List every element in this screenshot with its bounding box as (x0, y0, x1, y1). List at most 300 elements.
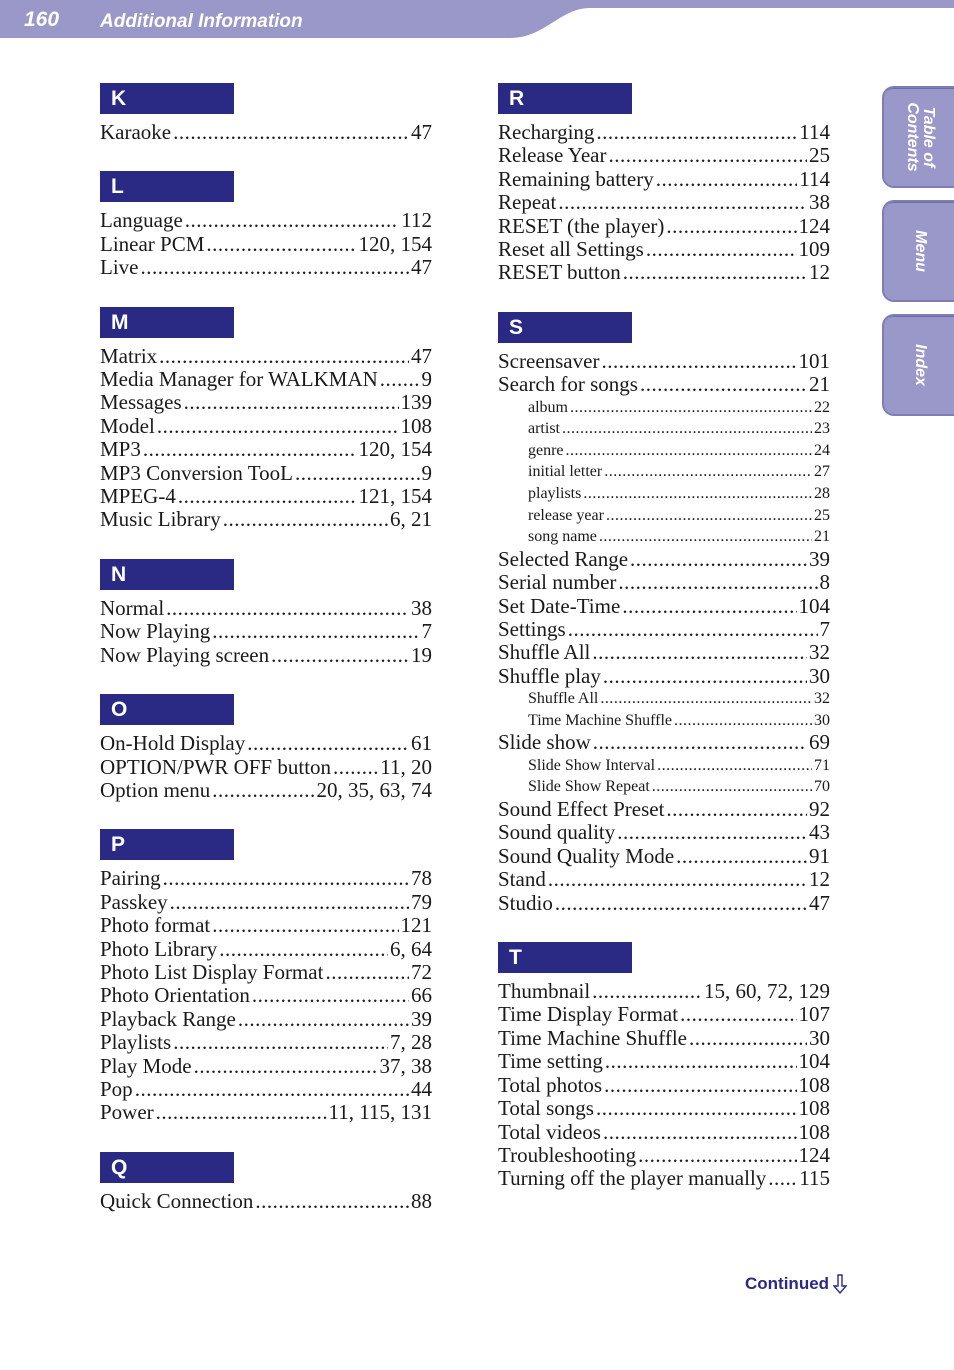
index-term: Sound quality (498, 820, 616, 845)
index-entry[interactable] (100, 233, 432, 256)
dot-leader (656, 168, 798, 191)
dot-leader (558, 191, 807, 214)
index-page-numbers[interactable]: 124 (798, 213, 830, 238)
index-letter-heading: R (498, 83, 632, 114)
dot-leader (608, 144, 807, 167)
index-term: RESET button (498, 260, 621, 285)
dot-leader (599, 526, 812, 548)
index-term: OPTION/PWR OFF button (100, 754, 332, 779)
index-page-numbers[interactable]: 11, 20 (380, 754, 432, 779)
dot-leader (638, 1144, 796, 1167)
tab-label-menu: Menu (912, 230, 929, 272)
dot-leader (170, 891, 409, 914)
tab-menu[interactable] (882, 200, 954, 302)
dot-leader (604, 461, 812, 483)
index-entry[interactable] (498, 821, 830, 844)
dot-leader (622, 595, 796, 618)
dot-leader (592, 980, 702, 1003)
index-term: playlists (528, 485, 582, 503)
index-group-t (498, 942, 830, 1191)
index-page-numbers[interactable]: 27 (814, 463, 830, 481)
index-entry[interactable] (100, 345, 432, 368)
index-subentry[interactable] (498, 483, 830, 505)
index-entry[interactable] (498, 731, 830, 754)
continued-label: Continued (745, 1274, 830, 1293)
index-entry[interactable] (498, 1144, 830, 1167)
index-page-numbers[interactable]: 20, 35, 63, 74 (316, 777, 432, 802)
index-page-numbers[interactable]: 24 (814, 441, 830, 459)
index-entry[interactable] (100, 508, 432, 531)
dot-leader (247, 732, 409, 755)
index-term: Serial number (498, 570, 617, 595)
index-entry[interactable] (100, 485, 432, 508)
index-page-numbers[interactable]: 37, 38 (379, 1053, 432, 1078)
index-term: Passkey (100, 889, 168, 914)
index-page-numbers[interactable]: 7 (421, 619, 432, 644)
index-subentry[interactable] (498, 397, 830, 419)
dot-leader (596, 121, 797, 144)
tab-label-index: Index (912, 344, 929, 386)
index-group-q (100, 1152, 432, 1213)
index-page-numbers[interactable]: 108 (798, 1119, 830, 1144)
index-page-numbers[interactable]: 23 (814, 420, 830, 438)
index-term: Photo List Display Format (100, 959, 324, 984)
dot-leader (666, 798, 807, 821)
index-page-numbers[interactable]: 8 (819, 570, 830, 595)
index-page-numbers[interactable]: 25 (809, 143, 830, 168)
index-page-numbers[interactable]: 108 (798, 1096, 830, 1121)
index-entry[interactable] (100, 914, 432, 937)
dot-leader (255, 1190, 409, 1213)
index-page-numbers[interactable]: 7, 28 (390, 1030, 432, 1055)
dot-leader (680, 1003, 796, 1026)
index-page-numbers[interactable]: 121, 154 (358, 484, 432, 509)
index-page-numbers[interactable]: 101 (798, 348, 830, 373)
index-letter-heading: Q (100, 1152, 234, 1183)
index-page-numbers[interactable]: 47 (411, 255, 432, 280)
index-page-numbers[interactable]: 47 (411, 120, 432, 144)
dot-leader (603, 1121, 797, 1144)
index-letter-heading: P (100, 829, 234, 860)
dot-leader (163, 867, 409, 890)
index-page-numbers[interactable]: 115 (799, 1166, 830, 1191)
index-term: Now Playing screen (100, 642, 270, 667)
index-term: Option menu (100, 777, 211, 802)
index-term: Release Year (498, 143, 607, 168)
index-entry[interactable] (100, 1190, 432, 1213)
index-page-numbers[interactable]: 61 (411, 731, 432, 756)
index-page-numbers[interactable]: 30 (809, 663, 830, 688)
index-page-numbers[interactable]: 107 (798, 1002, 830, 1027)
index-page-numbers[interactable]: 139 (400, 390, 432, 415)
index-page-numbers[interactable]: 19 (411, 642, 432, 667)
index-entry[interactable] (100, 984, 432, 1007)
index-entry[interactable] (498, 980, 830, 1003)
index-entry[interactable] (100, 391, 432, 414)
index-entry[interactable] (498, 868, 830, 891)
index-term: Shuffle All (498, 640, 591, 665)
index-entry[interactable] (100, 368, 432, 391)
index-column-right (498, 83, 830, 1218)
dot-leader (325, 961, 409, 984)
index-term: RESET (the player) (498, 213, 665, 238)
index-page-numbers[interactable]: 21 (809, 372, 830, 397)
index-page-numbers[interactable]: 11, 115, 131 (328, 1100, 432, 1125)
index-entry[interactable] (100, 415, 432, 438)
tab-table-of-contents[interactable] (882, 86, 954, 188)
index-term: Normal (100, 595, 165, 620)
index-page-numbers[interactable]: 15, 60, 72, 129 (704, 979, 830, 1004)
dot-leader (223, 508, 388, 531)
index-term: Reset all Settings (498, 237, 644, 262)
index-subentry[interactable] (498, 688, 830, 710)
index-entry[interactable] (498, 215, 830, 238)
index-page-numbers[interactable]: 9 (421, 460, 432, 485)
dot-leader (566, 440, 812, 462)
dot-leader (271, 644, 409, 667)
index-term: Pairing (100, 866, 161, 891)
index-group-s (498, 312, 830, 915)
index-term: Live (100, 255, 139, 280)
index-term: Language (100, 208, 183, 233)
dot-leader (596, 1097, 797, 1120)
index-page-numbers[interactable]: 91 (809, 843, 830, 868)
dot-leader (604, 1074, 796, 1097)
index-term: Model (100, 413, 155, 438)
index-page-numbers[interactable]: 104 (798, 1049, 830, 1074)
index-entry[interactable] (100, 256, 432, 279)
dot-leader (295, 462, 420, 485)
index-term: On-Hold Display (100, 731, 246, 756)
index-page-numbers[interactable]: 38 (809, 190, 830, 215)
dot-leader (606, 505, 812, 527)
dot-leader (212, 779, 314, 802)
index-entry[interactable] (100, 1008, 432, 1031)
index-entry[interactable] (498, 1027, 830, 1050)
index-term: Shuffle play (498, 663, 601, 688)
index-term: Power (100, 1100, 154, 1125)
index-term: Time Machine Shuffle (498, 1025, 687, 1050)
index-page-numbers[interactable]: 6, 64 (390, 936, 432, 961)
dot-leader (583, 483, 812, 505)
index-term: album (528, 398, 568, 416)
dot-leader (623, 261, 807, 284)
index-subentry[interactable] (498, 505, 830, 527)
dot-leader (212, 620, 419, 643)
index-entry[interactable] (498, 1003, 830, 1026)
index-entry[interactable] (498, 1074, 830, 1097)
index-page-numbers[interactable]: 112 (401, 208, 432, 233)
index-entry[interactable] (498, 121, 830, 144)
index-entry[interactable] (100, 1078, 432, 1101)
dot-leader (219, 938, 388, 961)
index-page-numbers[interactable]: 72 (411, 959, 432, 984)
index-entry[interactable] (498, 1097, 830, 1120)
index-letter-heading: S (498, 312, 632, 343)
index-letter-heading: K (100, 83, 234, 114)
index-entry[interactable] (498, 548, 830, 571)
index-term: song name (528, 528, 597, 546)
dot-leader (568, 618, 818, 641)
dot-leader (194, 1055, 378, 1078)
dot-leader (212, 914, 398, 937)
index-entry[interactable] (100, 938, 432, 961)
index-page-numbers[interactable]: 88 (411, 1188, 432, 1213)
section-title: Additional Information (100, 11, 303, 32)
index-page-numbers[interactable]: 38 (411, 595, 432, 620)
index-entry[interactable] (498, 892, 830, 915)
index-entry[interactable] (100, 891, 432, 914)
dot-leader (652, 776, 812, 798)
index-page-numbers[interactable]: 66 (411, 983, 432, 1008)
index-subentry[interactable] (498, 461, 830, 483)
index-term: Time setting (498, 1049, 603, 1074)
index-term: Karaoke (100, 120, 172, 144)
index-entry[interactable] (100, 597, 432, 620)
index-term: Recharging (498, 120, 595, 144)
index-term: initial letter (528, 463, 603, 481)
dot-leader (252, 984, 409, 1007)
index-entry[interactable] (100, 756, 432, 779)
index-page-numbers[interactable]: 30 (809, 1025, 830, 1050)
dot-leader (555, 892, 807, 915)
index-term: Troubleshooting (498, 1142, 637, 1167)
dot-leader (689, 1027, 807, 1050)
index-term: Music Library (100, 507, 221, 532)
index-entry[interactable] (498, 350, 830, 373)
dot-leader (159, 345, 409, 368)
index-term: Total photos (498, 1072, 603, 1097)
index-group-o (100, 694, 432, 802)
index-subentry[interactable] (498, 755, 830, 777)
index-page-numbers[interactable]: 22 (814, 398, 830, 416)
index-entry[interactable] (498, 238, 830, 261)
index-term: Messages (100, 390, 182, 415)
index-term: release year (528, 506, 604, 524)
index-entry[interactable] (498, 618, 830, 641)
index-term: Settings (498, 617, 566, 642)
dot-leader (206, 233, 356, 256)
dot-leader (178, 485, 357, 508)
index-page-numbers[interactable]: 12 (809, 867, 830, 892)
index-page-numbers[interactable]: 28 (814, 485, 830, 503)
index-entry[interactable] (100, 644, 432, 667)
index-page-numbers[interactable]: 78 (411, 866, 432, 891)
continued-link[interactable] (745, 1274, 847, 1294)
index-entry[interactable] (498, 144, 830, 167)
index-subentry[interactable] (498, 710, 830, 732)
index-entry[interactable] (100, 620, 432, 643)
index-letter-heading: N (100, 559, 234, 590)
dot-leader (646, 238, 797, 261)
index-term: Playback Range (100, 1006, 236, 1031)
index-page-numbers[interactable]: 69 (809, 730, 830, 755)
index-term: Screensaver (498, 348, 600, 373)
dot-leader (157, 415, 399, 438)
index-page-numbers[interactable]: 39 (411, 1006, 432, 1031)
index-entry[interactable] (100, 867, 432, 890)
index-entry[interactable] (100, 438, 432, 461)
index-page-numbers[interactable]: 21 (814, 528, 830, 546)
dot-leader (184, 391, 399, 414)
index-entry[interactable] (498, 595, 830, 618)
index-page-numbers[interactable]: 32 (809, 640, 830, 665)
index-entry[interactable] (100, 121, 432, 144)
dot-leader (618, 571, 817, 594)
index-group-k (100, 83, 432, 144)
index-entry[interactable] (498, 168, 830, 191)
index-term: Quick Connection (100, 1188, 254, 1213)
index-entry[interactable] (498, 798, 830, 821)
index-page-numbers[interactable]: 70 (814, 778, 830, 796)
index-term: Sound Quality Mode (498, 843, 675, 868)
index-page-numbers[interactable]: 71 (814, 756, 830, 774)
dot-leader (630, 548, 807, 571)
index-page-numbers[interactable]: 114 (799, 120, 830, 144)
index-term: Shuffle All (528, 690, 599, 708)
index-page-numbers[interactable]: 7 (819, 617, 830, 642)
dot-leader (617, 821, 807, 844)
index-term: Photo Orientation (100, 983, 250, 1008)
index-term: Selected Range (498, 546, 629, 571)
index-entry[interactable] (498, 665, 830, 688)
dot-leader (140, 256, 409, 279)
index-entry[interactable] (100, 779, 432, 802)
index-term: artist (528, 420, 560, 438)
index-entry[interactable] (498, 1050, 830, 1073)
index-term: Stand (498, 867, 546, 892)
index-page-numbers[interactable]: 6, 21 (390, 507, 432, 532)
index-page-numbers[interactable]: 108 (400, 413, 432, 438)
dot-leader (592, 641, 807, 664)
index-page-numbers[interactable]: 47 (809, 890, 830, 915)
index-page-numbers[interactable]: 121 (400, 913, 432, 938)
dot-leader (143, 438, 357, 461)
index-page-numbers[interactable]: 47 (411, 343, 432, 368)
index-term: MPEG-4 (100, 484, 176, 509)
index-term: Time Machine Shuffle (528, 711, 672, 729)
dot-leader (185, 209, 399, 232)
index-entry[interactable] (100, 961, 432, 984)
tab-index[interactable] (882, 314, 954, 416)
index-term: Photo format (100, 913, 211, 938)
index-entry[interactable] (100, 1055, 432, 1078)
index-entry[interactable] (100, 1101, 432, 1124)
index-page-numbers[interactable]: 9 (421, 367, 432, 392)
index-term: MP3 (100, 437, 141, 462)
dot-leader (173, 121, 409, 144)
dot-leader (238, 1008, 409, 1031)
dot-leader (600, 688, 812, 710)
dot-leader (601, 350, 796, 373)
index-page-numbers[interactable]: 25 (814, 506, 830, 524)
index-letter-heading: M (100, 307, 234, 338)
index-entry[interactable] (498, 373, 830, 396)
index-term: Repeat (498, 190, 557, 215)
dot-leader (768, 1167, 797, 1190)
dot-leader (605, 1050, 797, 1073)
index-subentry[interactable] (498, 418, 830, 440)
index-entry[interactable] (498, 261, 830, 284)
index-term: Turning off the player manually (498, 1166, 767, 1191)
index-subentry[interactable] (498, 440, 830, 462)
index-term: Matrix (100, 343, 158, 368)
dot-leader (380, 368, 420, 391)
index-page-numbers[interactable]: 120, 154 (358, 231, 432, 256)
index-group-l (100, 171, 432, 279)
index-group-n (100, 559, 432, 667)
dot-leader (666, 215, 796, 238)
index-page-numbers[interactable]: 104 (798, 593, 830, 618)
tab-label-table-of-contents: Table of Contents (904, 102, 937, 172)
index-page-numbers[interactable]: 108 (798, 1072, 830, 1097)
dot-leader (548, 868, 807, 891)
index-term: Thumbnail (498, 979, 591, 1004)
index-page-numbers[interactable]: 79 (411, 889, 432, 914)
index-entry[interactable] (100, 462, 432, 485)
index-term: Slide show (498, 730, 591, 755)
dot-leader (657, 755, 812, 777)
index-group-r (498, 83, 830, 285)
index-entry[interactable] (498, 571, 830, 594)
index-entry[interactable] (498, 1167, 830, 1190)
index-page-numbers[interactable]: 43 (809, 820, 830, 845)
dot-leader (674, 710, 812, 732)
index-subentry[interactable] (498, 776, 830, 798)
index-term: Photo Library (100, 936, 218, 961)
dot-leader (135, 1078, 409, 1101)
index-entry[interactable] (100, 732, 432, 755)
index-term: Media Manager for WALKMAN (100, 367, 378, 392)
index-term: Linear PCM (100, 231, 205, 256)
index-entry[interactable] (498, 1121, 830, 1144)
index-page-numbers[interactable]: 32 (814, 690, 830, 708)
index-page-numbers[interactable]: 124 (798, 1142, 830, 1167)
index-page-numbers[interactable]: 92 (809, 797, 830, 822)
arrow-down-icon (833, 1274, 847, 1294)
index-term: MP3 Conversion TooL (100, 460, 293, 485)
index-term: Search for songs (498, 372, 638, 397)
index-entry[interactable] (100, 1031, 432, 1054)
index-column-left (100, 83, 432, 1240)
page-number: 160 (24, 8, 60, 31)
index-page-numbers[interactable]: 120, 154 (358, 437, 432, 462)
index-page-numbers[interactable]: 12 (809, 260, 830, 285)
index-page-numbers[interactable]: 114 (799, 166, 830, 191)
index-term: Sound Effect Preset (498, 797, 665, 822)
index-page-numbers[interactable]: 30 (814, 711, 830, 729)
dot-leader (676, 845, 807, 868)
index-entry[interactable] (498, 641, 830, 664)
index-page-numbers[interactable]: 39 (809, 546, 830, 571)
index-term: Set Date-Time (498, 593, 621, 618)
index-subentry[interactable] (498, 526, 830, 548)
index-term: Pop (100, 1076, 133, 1101)
index-page-numbers[interactable]: 44 (411, 1076, 432, 1101)
index-entry[interactable] (498, 845, 830, 868)
index-term: Total videos (498, 1119, 601, 1144)
index-term: Playlists (100, 1030, 172, 1055)
index-term: Play Mode (100, 1053, 192, 1078)
index-page-numbers[interactable]: 109 (798, 237, 830, 262)
page-header (0, 0, 954, 40)
index-entry[interactable] (498, 191, 830, 214)
index-term: Time Display Format (498, 1002, 679, 1027)
dot-leader (603, 665, 807, 688)
index-entry[interactable] (100, 209, 432, 232)
index-letter-heading: L (100, 171, 234, 202)
dot-leader (166, 597, 409, 620)
